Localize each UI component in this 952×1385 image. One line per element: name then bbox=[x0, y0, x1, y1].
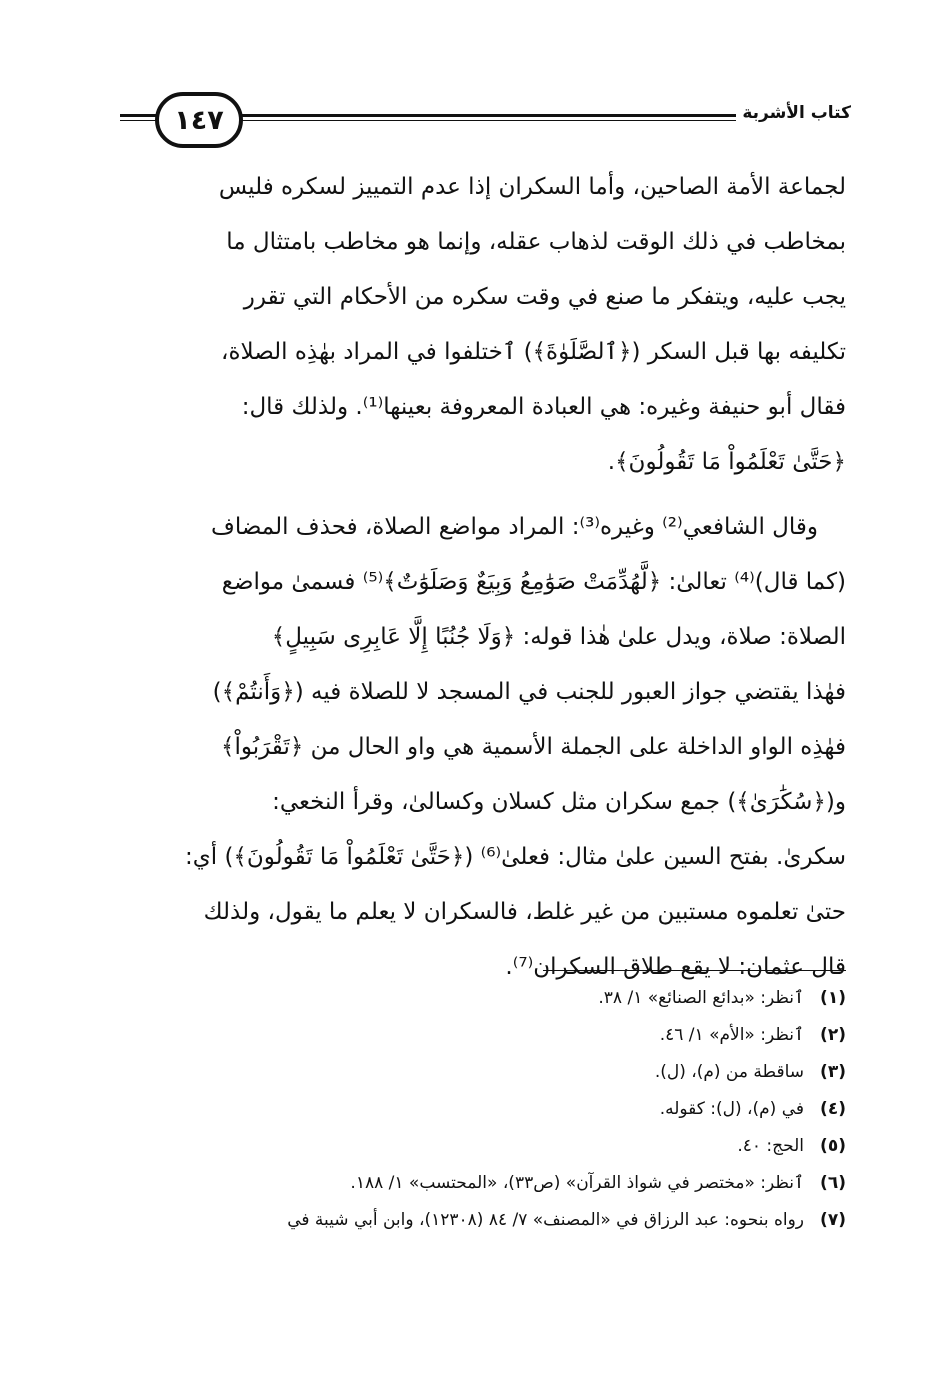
footnote-text: ساقطة من (م)، (ل). bbox=[654, 1062, 804, 1082]
footnote-number: (٢) bbox=[820, 1025, 846, 1045]
text-line: بمخاطب في ذلك الوقت لذهاب عقله، وإنما هو مخاطب بامتثال ما bbox=[226, 229, 846, 255]
footnote bbox=[108, 1128, 846, 1165]
footnote-text: في (م)، (ل): كقوله. bbox=[659, 1099, 804, 1119]
footnote bbox=[108, 1054, 846, 1091]
text-line: و(﴿سُكَٰرَىٰ﴾) جمع سكران مثل كسلان وكسالىٰ، وقرأ النخعي: bbox=[272, 789, 846, 815]
footnote-text: رواه بنحوه: عبد الرزاق في «المصنف» ٧/ ٨٤ (١٢٣٠٨)، وابن أبي شيبة في bbox=[287, 1210, 804, 1230]
footnote-separator bbox=[543, 970, 846, 971]
text-line: الصلاة: صلاة، ويدل علىٰ هٰذا قوله: ﴿وَلَا جُنُبًا إِلَّا عَابِرِى سَبِيلٍ﴾ bbox=[271, 624, 846, 650]
text-line: سكرىٰ. بفتح السين علىٰ مثال: فعلىٰ⁽⁶⁾ (﴿حَتَّىٰ تَعْلَمُواْ مَا تَقُولُونَ﴾) أي: bbox=[185, 844, 846, 870]
footnote-number: (٥) bbox=[820, 1136, 846, 1156]
text-line: لجماعة الأمة الصاحين، وأما السكران إذا عدم التمييز لسكره فليس bbox=[218, 174, 846, 200]
page-header bbox=[0, 0, 952, 150]
text-line: يجب عليه، ويتفكر ما صنع في وقت سكره من الأحكام التي تقرر bbox=[243, 284, 846, 310]
footnote bbox=[108, 1017, 846, 1054]
footnote bbox=[108, 1202, 846, 1239]
paragraph-1 bbox=[118, 160, 846, 490]
footnote-text: الحج: ٤٠. bbox=[737, 1136, 804, 1156]
footnote-text: ٱنظر: «مختصر في شواذ القرآن» (ص٣٣)، «المحتسب» ١/ ١٨٨. bbox=[350, 1173, 804, 1193]
footnote-number: (٦) bbox=[820, 1173, 846, 1193]
footnote-number: (٧) bbox=[820, 1210, 846, 1230]
text-line: فقال أبو حنيفة وغيره: هي العبادة المعروفة بعينها⁽¹⁾. ولذلك قال: bbox=[241, 394, 846, 420]
header-rule-left-thin bbox=[120, 120, 160, 121]
text-line: ﴿حَتَّىٰ تَعْلَمُواْ مَا تَقُولُونَ﴾. bbox=[607, 449, 846, 475]
footnote-number: (٤) bbox=[820, 1099, 846, 1119]
page-number bbox=[155, 92, 243, 148]
text-line: قال عثمان: لا يقع طلاق السكران⁽⁷⁾. bbox=[505, 954, 846, 980]
text-line: (كما قال)⁽⁴⁾ تعالىٰ: ﴿لَّهُدِّمَتْ صَوَٰمِعُ وَبِيَعٌ وَصَلَوَٰتٌ﴾⁽⁵⁾ فسمىٰ مواضع bbox=[221, 569, 846, 595]
footnote-text: ٱنظر: «بدائع الصنائع» ١/ ٣٨. bbox=[598, 988, 804, 1008]
book-title: كتاب الأشربة bbox=[736, 103, 857, 123]
text-line: حتىٰ تعلموه مستبين من غير غلط، فالسكران لا يعلم ما يقول، ولذلك bbox=[203, 899, 846, 925]
text-line: فهٰذا يقتضي جواز العبور للجنب في المسجد لا للصلاة فيه (﴿وَأَنتُمْ﴾) bbox=[212, 679, 846, 705]
footnote bbox=[108, 1091, 846, 1128]
main-text bbox=[118, 160, 846, 995]
footnote bbox=[108, 980, 846, 1017]
paragraph-2 bbox=[118, 500, 846, 995]
footnote-number: (٣) bbox=[820, 1062, 846, 1082]
text-line: فهٰذِه الواو الداخلة على الجملة الأسمية هي واو الحال من ﴿تَقْرَبُواْ﴾ bbox=[220, 734, 846, 760]
footnote bbox=[108, 1165, 846, 1202]
text-line: تكليفه بها قبل السكر (﴿ٱلصَّلَوٰةَ﴾) ٱختلفوا في المراد بهٰذِه الصلاة، bbox=[221, 339, 846, 365]
page-number-text: ١٤٧ bbox=[174, 104, 224, 136]
footnotes bbox=[108, 980, 846, 1239]
text-line: وقال الشافعي⁽²⁾ وغيره⁽³⁾: المراد مواضع الصلاة، فحذف المضاف bbox=[211, 514, 818, 540]
header-rule-left bbox=[120, 114, 160, 117]
footnote-text: ٱنظر: «الأم» ١/ ٤٦. bbox=[659, 1025, 804, 1045]
footnote-number: (١) bbox=[820, 988, 846, 1008]
